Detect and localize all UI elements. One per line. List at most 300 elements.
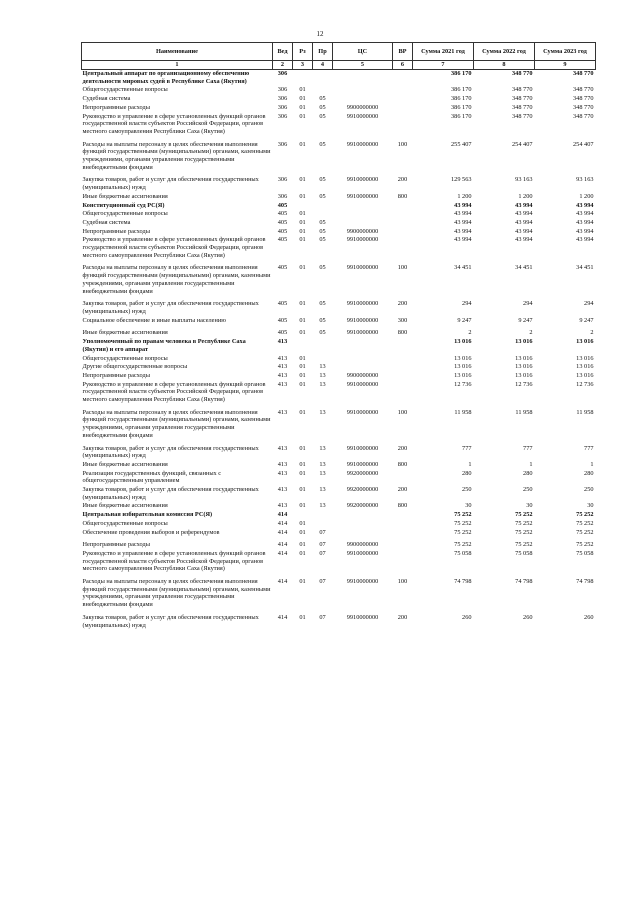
row-sum-2023: 348 770: [573, 103, 594, 111]
row-ved: 414: [277, 613, 288, 621]
row-sum-2022: 11 958: [515, 408, 533, 416]
row-vr: [393, 210, 413, 219]
column-number: 8: [474, 61, 535, 70]
row-vr: 200: [397, 613, 408, 621]
row-rz: 01: [299, 329, 306, 337]
row-sum-2021: 280: [462, 469, 472, 477]
row-rz: 01: [299, 112, 306, 120]
row-rz: 01: [299, 363, 306, 371]
table-row: [82, 338, 596, 354]
row-name: Закупка товаров, работ и услуг для обеспечения государственных (муниципальных) нужд: [82, 613, 259, 629]
row-rz: 01: [299, 613, 306, 621]
row-sum-2023: 13 016: [576, 338, 594, 346]
row-sum-2021: 13 016: [454, 371, 472, 379]
row-name: Реализация государственных функций, связанных с общегосударственным управлением: [82, 469, 222, 485]
row-vr: [393, 470, 413, 486]
row-pr: [313, 520, 333, 529]
table-row: [82, 614, 596, 630]
row-cs: 9910000000: [346, 300, 379, 308]
table-row: [82, 486, 596, 502]
row-cs: [333, 511, 393, 520]
row-pr: 13: [319, 363, 326, 371]
row-ved: 405: [277, 236, 288, 244]
row-sum-2021: 75 252: [454, 519, 472, 527]
row-vr: 800: [397, 502, 408, 510]
row-vr: [393, 372, 413, 381]
row-ved: 306: [277, 176, 288, 184]
row-sum-2021: 75 058: [454, 549, 472, 557]
row-sum-2022: 75 058: [515, 549, 533, 557]
row-cs: 9910000000: [346, 192, 379, 200]
row-vr: [393, 219, 413, 228]
row-sum-2023: 348 770: [573, 112, 594, 120]
row-pr: 05: [319, 103, 326, 111]
row-vr: [393, 104, 413, 113]
header-rz: Рз: [293, 43, 313, 61]
row-sum-2021: 13 016: [454, 363, 472, 371]
row-vr: 200: [397, 444, 408, 452]
row-name: Руководство и управление в сфере установленных функций органов государственной власти субъектов Российской Федерации, органов местного самоуправления Республики Саха (Якутия): [82, 112, 266, 135]
row-sum-2021: 260: [462, 613, 472, 621]
budget-table: [81, 42, 596, 630]
header-name: Наименование: [82, 43, 273, 61]
row-sum-2023: 294: [584, 300, 594, 308]
row-sum-2023: 93 163: [576, 176, 594, 184]
row-vr: 100: [397, 140, 408, 148]
row-cs: 9910000000: [346, 408, 379, 416]
row-pr: 05: [319, 176, 326, 184]
row-ved: 414: [277, 519, 288, 527]
row-ved: 405: [277, 300, 288, 308]
row-ved: 306: [277, 70, 288, 77]
row-ved: 413: [277, 338, 288, 346]
row-vr: 100: [397, 408, 408, 416]
row-ved: 414: [277, 511, 288, 519]
row-cs: [333, 70, 393, 87]
row-rz: 01: [299, 460, 306, 468]
row-vr: [393, 95, 413, 104]
row-sum-2023: 1 200: [579, 192, 594, 200]
table-row: [82, 511, 596, 520]
row-sum-2023: 348 770: [573, 86, 594, 94]
row-sum-2023: 9 247: [579, 316, 594, 324]
table-row: [82, 529, 596, 542]
row-sum-2022: 294: [523, 300, 533, 308]
row-ved: 414: [277, 541, 288, 549]
row-sum-2021: 13 016: [454, 354, 472, 362]
row-name: Закупка товаров, работ и услуг для обеспечения государственных (муниципальных) нужд: [82, 444, 259, 460]
row-cs: 9910000000: [346, 549, 379, 557]
row-sum-2022: 43 994: [515, 218, 533, 226]
row-pr: 13: [319, 469, 326, 477]
row-rz: 01: [299, 236, 306, 244]
row-sum-2021: 129 563: [451, 176, 472, 184]
column-number: 4: [313, 61, 333, 70]
table-header-row: [82, 43, 596, 61]
row-name: Уполномоченный по правам человека в Республике Саха (Якутия) и его аппарат: [82, 338, 246, 353]
row-sum-2022: 75 252: [515, 541, 533, 549]
row-sum-2022: 43 994: [515, 227, 533, 235]
row-rz: [293, 202, 313, 211]
row-pr: 05: [319, 316, 326, 324]
row-sum-2021: 75 252: [454, 528, 472, 536]
page-number: 12: [316, 30, 324, 38]
row-name: Иные бюджетные ассигнования: [82, 329, 168, 337]
row-rz: 01: [299, 408, 306, 416]
row-ved: 405: [277, 329, 288, 337]
row-pr: [313, 338, 333, 354]
row-sum-2022: 1: [529, 460, 533, 468]
row-pr: 13: [319, 502, 326, 510]
row-ved: 414: [277, 549, 288, 557]
row-name: Закупка товаров, работ и услуг для обеспечения государственных (муниципальных) нужд: [82, 300, 259, 315]
row-sum-2021: 13 016: [454, 338, 472, 346]
row-rz: 01: [299, 218, 306, 226]
row-sum-2022: 348 770: [512, 86, 533, 94]
row-vr: 200: [397, 486, 408, 494]
row-sum-2023: 75 252: [576, 541, 594, 549]
table-row: [82, 202, 596, 211]
row-sum-2022: 43 994: [515, 201, 533, 209]
row-sum-2023: 43 994: [576, 236, 594, 244]
row-vr: [393, 363, 413, 372]
row-cs: 9910000000: [346, 176, 379, 184]
row-pr: 05: [319, 112, 326, 120]
row-ved: 405: [277, 201, 288, 209]
row-cs: [333, 202, 393, 211]
row-pr: 13: [319, 371, 326, 379]
row-cs: [333, 219, 393, 228]
table-row: [82, 193, 596, 202]
row-sum-2023: 1: [590, 460, 594, 468]
row-sum-2022: 250: [523, 486, 533, 494]
row-vr: 200: [397, 176, 408, 184]
row-sum-2023: 250: [584, 486, 594, 494]
row-name: Общегосударственные вопросы: [82, 210, 168, 218]
row-sum-2023: 34 451: [576, 264, 594, 272]
row-rz: 01: [299, 316, 306, 324]
row-sum-2021: 294: [462, 300, 472, 308]
row-ved: 413: [277, 408, 288, 416]
row-rz: 01: [299, 103, 306, 111]
header-pr: Пр: [313, 43, 333, 61]
row-sum-2021: 75 252: [454, 541, 472, 549]
row-pr: 07: [319, 541, 326, 549]
row-pr: 07: [319, 613, 326, 621]
row-sum-2021: 386 170: [451, 103, 472, 111]
row-rz: [293, 338, 313, 354]
column-number: 3: [293, 61, 313, 70]
row-ved: 413: [277, 380, 288, 388]
table-row: [82, 578, 596, 614]
row-sum-2021: 386 170: [451, 95, 472, 103]
row-ved: 306: [277, 192, 288, 200]
row-rz: 01: [299, 486, 306, 494]
table-row: [82, 104, 596, 113]
row-vr: [393, 550, 413, 578]
row-sum-2022: 348 770: [512, 112, 533, 120]
row-sum-2021: 2: [468, 329, 472, 337]
row-vr: 200: [397, 300, 408, 308]
row-rz: 01: [299, 264, 306, 272]
row-name: Закупка товаров, работ и услуг для обеспечения государственных (муниципальных) нужд: [82, 176, 259, 192]
row-name: Другие общегосударственные вопросы: [82, 363, 188, 371]
row-sum-2021: 255 407: [451, 140, 472, 148]
row-vr: [393, 529, 413, 542]
row-sum-2023: 348 770: [573, 70, 594, 77]
row-sum-2022: 1 200: [518, 192, 533, 200]
row-sum-2023: 43 994: [576, 218, 594, 226]
row-cs: 9910000000: [346, 578, 379, 586]
row-pr: 07: [319, 578, 326, 586]
row-vr: [393, 355, 413, 364]
row-ved: 413: [277, 502, 288, 510]
row-pr: [313, 86, 333, 95]
row-ved: 405: [277, 218, 288, 226]
row-sum-2023: 280: [584, 469, 594, 477]
table-row: [82, 541, 596, 550]
row-name: Руководство и управление в сфере установленных функций органов государственной власти субъектов Российской Федерации, органов местного самоуправления Республики Саха (Якутия): [82, 236, 266, 259]
row-sum-2022: 777: [523, 444, 533, 452]
row-sum-2021: 75 252: [454, 511, 472, 519]
row-ved: 413: [277, 460, 288, 468]
column-number: 6: [393, 61, 413, 70]
row-cs: [333, 355, 393, 364]
row-name: Иные бюджетные ассигнования: [82, 192, 168, 200]
row-ved: 306: [277, 140, 288, 148]
row-ved: 405: [277, 316, 288, 324]
row-sum-2023: 13 016: [576, 363, 594, 371]
row-ved: 414: [277, 578, 288, 586]
row-cs: 9910000000: [346, 140, 379, 148]
column-number: 7: [413, 61, 474, 70]
row-cs: 9920000000: [346, 502, 379, 510]
row-vr: [393, 338, 413, 354]
row-cs: 9910000000: [346, 236, 379, 244]
row-sum-2021: 1: [468, 460, 472, 468]
header-vr: ВР: [393, 43, 413, 61]
row-sum-2023: 43 994: [576, 201, 594, 209]
row-ved: 413: [277, 486, 288, 494]
row-name: Расходы на выплаты персоналу в целях обеспечения выполнения функций государственными (муниципальными) органами, казенными учреждениями, органами управления государственными внебюджетными фондами: [82, 578, 271, 609]
row-sum-2022: 2: [529, 329, 533, 337]
table-row: [82, 461, 596, 470]
row-pr: 05: [319, 264, 326, 272]
row-rz: 01: [299, 354, 306, 362]
row-vr: 800: [397, 192, 408, 200]
row-sum-2023: 13 016: [576, 354, 594, 362]
header-ved: Вед: [273, 43, 293, 61]
row-sum-2021: 43 994: [454, 236, 472, 244]
header-sum-2021: Сумма 2021 год: [413, 43, 474, 61]
row-pr: 07: [319, 528, 326, 536]
row-pr: 05: [319, 218, 326, 226]
table-row: [82, 236, 596, 264]
table-row: [82, 70, 596, 87]
row-sum-2023: 43 994: [576, 227, 594, 235]
table-row: [82, 264, 596, 300]
row-ved: 413: [277, 371, 288, 379]
row-sum-2023: 75 252: [576, 528, 594, 536]
row-pr: 05: [319, 300, 326, 308]
row-pr: [313, 202, 333, 211]
row-pr: 05: [319, 236, 326, 244]
table-row: [82, 228, 596, 237]
row-pr: 13: [319, 380, 326, 388]
table-row: [82, 372, 596, 381]
row-cs: [333, 210, 393, 219]
row-rz: 01: [299, 227, 306, 235]
row-ved: 413: [277, 354, 288, 362]
row-sum-2021: 30: [465, 502, 472, 510]
row-pr: 07: [319, 549, 326, 557]
row-sum-2023: 74 798: [576, 578, 594, 586]
row-sum-2022: 75 252: [515, 519, 533, 527]
table-row: [82, 445, 596, 461]
row-sum-2021: 777: [462, 444, 472, 452]
row-name: Руководство и управление в сфере установленных функций органов государственной власти субъектов Российской Федерации, органов местного самоуправления Республики Саха (Якутия): [82, 549, 266, 573]
row-sum-2023: 260: [584, 613, 594, 621]
row-sum-2022: 280: [523, 469, 533, 477]
row-sum-2023: 11 958: [576, 408, 594, 416]
row-sum-2022: 13 016: [515, 371, 533, 379]
row-sum-2022: 30: [526, 502, 533, 510]
budget-table-container: [81, 42, 595, 630]
row-sum-2022: 75 252: [515, 528, 533, 536]
table-row: [82, 502, 596, 511]
row-sum-2022: 260: [523, 613, 533, 621]
row-name: Общегосударственные вопросы: [82, 86, 168, 94]
row-rz: 01: [299, 210, 306, 218]
row-rz: [293, 70, 313, 87]
row-rz: 01: [299, 300, 306, 308]
row-vr: [393, 381, 413, 409]
table-row: [82, 317, 596, 330]
row-sum-2021: 9 247: [457, 316, 472, 324]
row-pr: 13: [319, 444, 326, 452]
row-sum-2022: 9 247: [518, 316, 533, 324]
row-sum-2021: 43 994: [454, 218, 472, 226]
row-sum-2021: 250: [462, 486, 472, 494]
row-sum-2022: 13 016: [515, 354, 533, 362]
row-name: Общегосударственные вопросы: [82, 519, 168, 527]
table-row: [82, 520, 596, 529]
row-sum-2021: 43 994: [454, 227, 472, 235]
row-cs: [333, 363, 393, 372]
row-sum-2021: 1 200: [457, 192, 472, 200]
row-ved: 405: [277, 210, 288, 218]
row-sum-2022: 93 163: [515, 176, 533, 184]
row-vr: 100: [397, 578, 408, 586]
row-cs: 9900000000: [346, 227, 379, 235]
row-rz: 01: [299, 380, 306, 388]
column-number: 1: [82, 61, 273, 70]
row-pr: [313, 210, 333, 219]
row-ved: 306: [277, 86, 288, 94]
row-name: Судебная система: [82, 95, 131, 103]
row-rz: 01: [299, 444, 306, 452]
row-cs: [333, 86, 393, 95]
table-row: [82, 95, 596, 104]
row-pr: 05: [319, 140, 326, 148]
row-ved: 413: [277, 363, 288, 371]
row-sum-2022: 75 252: [515, 511, 533, 519]
row-sum-2023: 75 252: [576, 519, 594, 527]
row-vr: [393, 520, 413, 529]
row-name: Центральная избирательная комиссия РС(Я): [82, 511, 213, 519]
row-sum-2022: 43 994: [515, 210, 533, 218]
table-row: [82, 86, 596, 95]
row-cs: 9920000000: [346, 469, 379, 477]
table-row: [82, 329, 596, 338]
row-vr: 300: [397, 316, 408, 324]
table-row: [82, 210, 596, 219]
row-name: Судебная система: [82, 218, 131, 226]
row-cs: [333, 338, 393, 354]
row-vr: [393, 236, 413, 264]
header-sum-2023: Сумма 2023 год: [535, 43, 596, 61]
row-sum-2022: 13 016: [515, 363, 533, 371]
row-ved: 413: [277, 469, 288, 477]
row-cs: 9910000000: [346, 329, 379, 337]
row-vr: 100: [397, 264, 408, 272]
row-sum-2021: 43 994: [454, 210, 472, 218]
row-pr: [313, 70, 333, 87]
row-name: Непрограммные расходы: [82, 541, 150, 549]
row-sum-2023: 12 736: [576, 380, 594, 388]
row-name: Обеспечение проведения выборов и референдумов: [82, 528, 220, 536]
row-pr: [313, 511, 333, 520]
row-cs: 9900000000: [346, 371, 379, 379]
row-rz: 01: [299, 549, 306, 557]
row-rz: 01: [299, 469, 306, 477]
row-sum-2022: 254 407: [512, 140, 533, 148]
row-cs: 9910000000: [346, 264, 379, 272]
row-vr: [393, 228, 413, 237]
row-name: Общегосударственные вопросы: [82, 354, 168, 362]
row-ved: 405: [277, 264, 288, 272]
row-rz: 01: [299, 519, 306, 527]
row-vr: [393, 541, 413, 550]
row-pr: 05: [319, 192, 326, 200]
row-rz: 01: [299, 176, 306, 184]
column-number: 5: [333, 61, 393, 70]
row-sum-2023: 75 252: [576, 511, 594, 519]
row-sum-2023: 43 994: [576, 210, 594, 218]
row-sum-2022: 13 016: [515, 338, 533, 346]
row-rz: [293, 511, 313, 520]
row-sum-2021: 386 170: [451, 86, 472, 94]
row-sum-2023: 30: [587, 502, 594, 510]
row-name: Расходы на выплаты персоналу в целях обеспечения выполнения функций государственными (муниципальными) органами, казенными учреждениями, органами управления государственными внебюджетными фондами: [82, 264, 271, 295]
row-rz: 01: [299, 95, 306, 103]
row-cs: 9900000000: [346, 541, 379, 549]
row-ved: 414: [277, 528, 288, 536]
row-cs: 9910000000: [346, 613, 379, 621]
row-ved: 306: [277, 103, 288, 111]
table-body: [82, 70, 596, 631]
row-name: Непрограммные расходы: [82, 227, 150, 235]
row-rz: 01: [299, 528, 306, 536]
table-row: [82, 113, 596, 141]
table-row: [82, 363, 596, 372]
row-cs: 9910000000: [346, 444, 379, 452]
row-sum-2022: 348 770: [512, 70, 533, 77]
row-rz: 01: [299, 371, 306, 379]
row-rz: 01: [299, 86, 306, 94]
row-vr: [393, 113, 413, 141]
row-sum-2023: 75 058: [576, 549, 594, 557]
